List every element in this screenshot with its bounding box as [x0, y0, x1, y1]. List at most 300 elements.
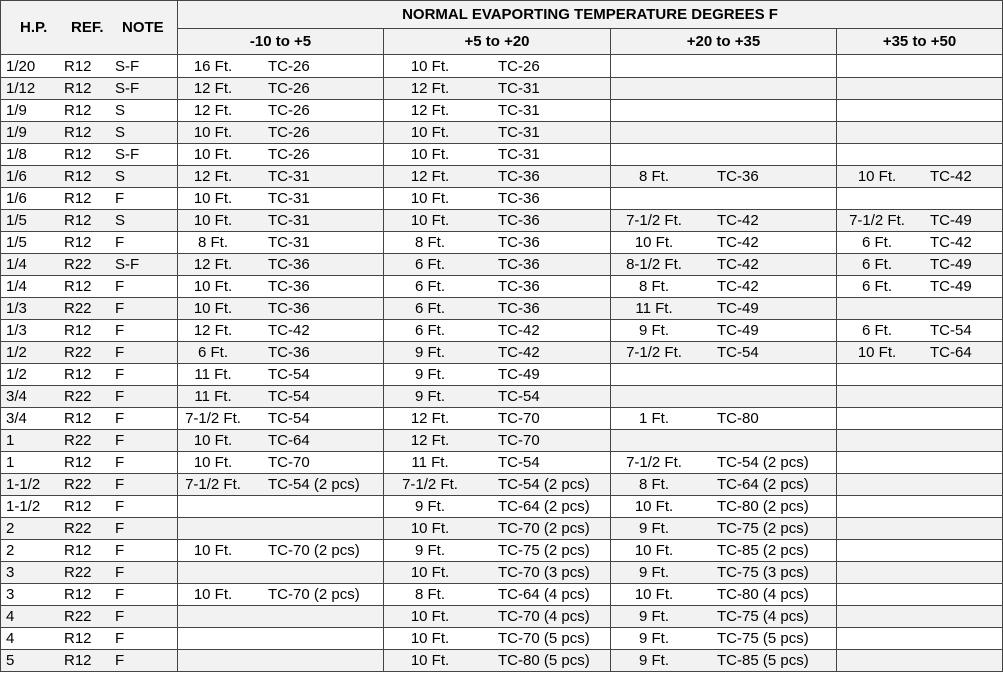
model-value: TC-80 (5 pcs) [498, 652, 590, 669]
model-value: TC-42 [268, 322, 310, 339]
hp-ref-note-cell [1, 342, 178, 364]
range-cell-3 [611, 78, 837, 100]
range-cell-3 [611, 540, 837, 562]
model-value: TC-80 (4 pcs) [717, 586, 809, 603]
range-cell-3 [611, 100, 837, 122]
model-value: TC-42 [717, 212, 759, 229]
model-value: TC-49 [930, 212, 972, 229]
length-value: 10 Ft. [410, 57, 450, 75]
ref-value: R12 [64, 586, 92, 603]
model-value: TC-80 [717, 410, 759, 427]
hp-value: 1/20 [6, 57, 36, 75]
hp-value: 5 [6, 652, 15, 669]
model-value: TC-26 [268, 102, 310, 119]
ref-value: R22 [64, 300, 92, 317]
range-cell-3 [611, 606, 837, 628]
range-cell-4 [837, 474, 1003, 496]
length-value: 10 Ft. [410, 190, 450, 207]
note-value: F [115, 498, 125, 515]
model-value: TC-36 [268, 344, 310, 361]
model-value: TC-85 (5 pcs) [717, 652, 809, 669]
hp-ref-note-cell [1, 628, 178, 650]
note-value: S-F [115, 146, 140, 163]
table-row [1, 606, 1003, 628]
length-value: 9 Ft. [414, 388, 445, 405]
model-value: TC-31 [268, 190, 310, 207]
hp-value: 1/12 [6, 80, 36, 97]
note-value: F [115, 520, 125, 537]
hp-ref-note-cell [1, 452, 178, 474]
length-value: 9 Ft. [414, 498, 445, 515]
range-cell-4 [837, 320, 1003, 342]
ref-value: R12 [64, 146, 92, 163]
length-value: 7-1/2 Ft. [849, 212, 905, 229]
range-cell-2 [384, 144, 611, 166]
hp-value: 3 [6, 564, 15, 581]
range-cell-1 [178, 386, 384, 408]
length-value: 10 Ft. [634, 498, 674, 515]
hp-ref-note-cell [1, 78, 178, 100]
table-row [1, 78, 1003, 100]
table-row [1, 628, 1003, 650]
model-value: TC-49 [717, 322, 759, 339]
range-cell-3 [611, 430, 837, 452]
length-value: 8 Ft. [414, 234, 445, 251]
range-cell-3 [611, 298, 837, 320]
hp-ref-note-cell [1, 364, 178, 386]
ref-value: R12 [64, 190, 92, 207]
note-value: F [115, 300, 125, 317]
hp-ref-note-cell [1, 55, 178, 78]
range-cell-2 [384, 320, 611, 342]
range-cell-1 [178, 628, 384, 650]
note-value: F [115, 630, 125, 647]
length-value: 6 Ft. [414, 278, 445, 295]
model-value: TC-26 [498, 57, 540, 75]
length-value: 16 Ft. [193, 57, 233, 75]
range-header-2: +5 to +20 [384, 29, 611, 55]
length-value: 12 Ft. [193, 322, 233, 339]
hp-value: 4 [6, 608, 15, 625]
range-cell-1 [178, 562, 384, 584]
model-value: TC-31 [498, 102, 540, 119]
hp-value: 1/8 [6, 146, 27, 163]
note-value: F [115, 190, 125, 207]
note-value: S [115, 102, 126, 119]
ref-header: REF. [71, 19, 104, 36]
range-cell-3 [611, 55, 837, 78]
hp-ref-note-cell [1, 122, 178, 144]
model-value: TC-64 (2 pcs) [498, 498, 590, 515]
hp-ref-note-cell [1, 562, 178, 584]
length-value: 10 Ft. [410, 652, 450, 669]
ref-value: R22 [64, 608, 92, 625]
hp-ref-note-cell [1, 144, 178, 166]
note-value: F [115, 366, 125, 383]
range-cell-2 [384, 584, 611, 606]
model-value: TC-49 [498, 366, 540, 383]
range-cell-4 [837, 55, 1003, 78]
table-row [1, 474, 1003, 496]
range-cell-1 [178, 144, 384, 166]
length-value: 9 Ft. [638, 564, 669, 581]
length-value: 7-1/2 Ft. [185, 476, 241, 493]
length-value: 11 Ft. [194, 388, 232, 405]
hp-value: 1/2 [6, 366, 27, 383]
note-value: F [115, 234, 125, 251]
length-value: 7-1/2 Ft. [626, 454, 682, 471]
range-cell-2 [384, 364, 611, 386]
ref-value: R12 [64, 410, 92, 427]
range-cell-2 [384, 650, 611, 672]
note-value: F [115, 278, 125, 295]
table-row [1, 188, 1003, 210]
model-value: TC-70 (4 pcs) [498, 608, 590, 625]
hp-ref-note-cell [1, 232, 178, 254]
range-cell-2 [384, 298, 611, 320]
length-value: 7-1/2 Ft. [626, 344, 682, 361]
model-value: TC-26 [268, 146, 310, 163]
note-value: F [115, 564, 125, 581]
range-cell-3 [611, 254, 837, 276]
length-value: 6 Ft. [414, 300, 445, 317]
range-cell-1 [178, 474, 384, 496]
range-cell-1 [178, 55, 384, 78]
model-value: TC-75 (3 pcs) [717, 564, 809, 581]
length-value: 9 Ft. [638, 322, 669, 339]
ref-value: R22 [64, 344, 92, 361]
range-cell-1 [178, 650, 384, 672]
ref-value: R12 [64, 498, 92, 515]
model-value: TC-70 [268, 454, 310, 471]
table-row [1, 254, 1003, 276]
table-row [1, 342, 1003, 364]
range-cell-2 [384, 540, 611, 562]
range-cell-4 [837, 144, 1003, 166]
note-value: S [115, 168, 126, 185]
model-value: TC-54 [268, 410, 310, 427]
length-value: 6 Ft. [414, 322, 445, 339]
length-value: 9 Ft. [414, 344, 445, 361]
range-cell-2 [384, 55, 611, 78]
range-cell-3 [611, 474, 837, 496]
table-row [1, 364, 1003, 386]
table-row [1, 144, 1003, 166]
range-cell-3 [611, 232, 837, 254]
model-value: TC-54 [498, 388, 540, 405]
hp-value: 1/3 [6, 300, 27, 317]
length-value: 6 Ft. [861, 278, 892, 295]
model-value: TC-31 [498, 124, 540, 141]
range-cell-4 [837, 386, 1003, 408]
length-value: 10 Ft. [410, 564, 450, 581]
range-cell-2 [384, 78, 611, 100]
hp-ref-note-cell [1, 540, 178, 562]
length-value: 12 Ft. [410, 102, 450, 119]
model-value: TC-70 (5 pcs) [498, 630, 590, 647]
range-cell-4 [837, 650, 1003, 672]
range-cell-1 [178, 518, 384, 540]
hp-ref-note-cell [1, 166, 178, 188]
note-value: F [115, 388, 125, 405]
model-value: TC-70 (2 pcs) [268, 542, 360, 559]
hp-value: 3/4 [6, 388, 27, 405]
hp-ref-note-cell [1, 518, 178, 540]
range-cell-4 [837, 122, 1003, 144]
length-value: 10 Ft. [857, 344, 897, 361]
range-cell-4 [837, 540, 1003, 562]
hp-value: 1/9 [6, 124, 27, 141]
range-cell-1 [178, 584, 384, 606]
length-value: 8-1/2 Ft. [626, 256, 682, 273]
note-value: F [115, 410, 125, 427]
range-cell-4 [837, 254, 1003, 276]
length-value: 7-1/2 Ft. [185, 410, 241, 427]
range-cell-1 [178, 342, 384, 364]
range-cell-1 [178, 100, 384, 122]
range-cell-4 [837, 342, 1003, 364]
model-value: TC-26 [268, 124, 310, 141]
ref-value: R12 [64, 630, 92, 647]
table-row [1, 166, 1003, 188]
hp-value: 1 [6, 432, 15, 449]
range-cell-2 [384, 276, 611, 298]
range-cell-4 [837, 276, 1003, 298]
model-value: TC-49 [717, 300, 759, 317]
ref-value: R12 [64, 366, 92, 383]
length-value: 7-1/2 Ft. [402, 476, 458, 493]
length-value: 12 Ft. [410, 80, 450, 97]
range-cell-3 [611, 408, 837, 430]
model-value: TC-36 [498, 300, 540, 317]
model-value: TC-54 (2 pcs) [268, 476, 360, 493]
note-value: S [115, 124, 126, 141]
note-value: S-F [115, 57, 140, 75]
hp-value: 3/4 [6, 410, 27, 427]
table-row [1, 650, 1003, 672]
ref-value: R12 [64, 322, 92, 339]
range-cell-4 [837, 210, 1003, 232]
note-value: F [115, 542, 125, 559]
range-cell-2 [384, 232, 611, 254]
ref-value: R12 [64, 234, 92, 251]
table-row [1, 496, 1003, 518]
model-value: TC-31 [268, 234, 310, 251]
range-cell-1 [178, 298, 384, 320]
range-cell-3 [611, 188, 837, 210]
range-cell-4 [837, 364, 1003, 386]
hp-value: 3 [6, 586, 15, 603]
table-row [1, 55, 1003, 78]
length-value: 12 Ft. [193, 80, 233, 97]
range-header-4: +35 to +50 [837, 29, 1003, 55]
range-cell-3 [611, 364, 837, 386]
model-value: TC-54 [268, 366, 310, 383]
model-value: TC-42 [498, 344, 540, 361]
range-cell-4 [837, 452, 1003, 474]
length-value: 6 Ft. [197, 344, 228, 361]
model-value: TC-75 (5 pcs) [717, 630, 809, 647]
range-header-3: +20 to +35 [611, 29, 837, 55]
note-value: F [115, 432, 125, 449]
note-value: F [115, 586, 125, 603]
range-cell-1 [178, 408, 384, 430]
range-cell-1 [178, 496, 384, 518]
model-value: TC-36 [498, 278, 540, 295]
model-value: TC-54 (2 pcs) [717, 454, 809, 471]
range-cell-1 [178, 364, 384, 386]
hp-ref-note-cell [1, 474, 178, 496]
hp-value: 1/5 [6, 212, 27, 229]
model-value: TC-64 (4 pcs) [498, 586, 590, 603]
range-cell-3 [611, 342, 837, 364]
table-row [1, 386, 1003, 408]
range-cell-3 [611, 518, 837, 540]
model-value: TC-70 [498, 410, 540, 427]
range-cell-3 [611, 562, 837, 584]
model-value: TC-36 [498, 234, 540, 251]
table-row [1, 452, 1003, 474]
ref-value: R22 [64, 520, 92, 537]
length-value: 12 Ft. [193, 256, 233, 273]
table-row [1, 408, 1003, 430]
model-value: TC-70 (3 pcs) [498, 564, 590, 581]
length-value: 12 Ft. [193, 168, 233, 185]
model-value: TC-36 [717, 168, 759, 185]
range-cell-3 [611, 496, 837, 518]
range-cell-2 [384, 562, 611, 584]
range-cell-2 [384, 474, 611, 496]
model-value: TC-42 [930, 168, 972, 185]
length-value: 8 Ft. [638, 278, 669, 295]
model-value: TC-36 [268, 300, 310, 317]
length-value: 6 Ft. [861, 234, 892, 251]
table-row [1, 584, 1003, 606]
range-cell-1 [178, 320, 384, 342]
range-cell-4 [837, 408, 1003, 430]
range-cell-1 [178, 232, 384, 254]
length-value: 1 Ft. [638, 410, 669, 427]
model-value: TC-75 (2 pcs) [717, 520, 809, 537]
model-value: TC-54 [268, 388, 310, 405]
note-value: F [115, 476, 125, 493]
model-value: TC-75 (4 pcs) [717, 608, 809, 625]
model-value: TC-54 [498, 454, 540, 471]
hp-ref-note-header [1, 1, 178, 55]
range-cell-2 [384, 210, 611, 232]
note-value: S [115, 212, 126, 229]
table-row [1, 562, 1003, 584]
model-value: TC-31 [498, 80, 540, 97]
hp-value: 1-1/2 [6, 476, 41, 493]
range-cell-2 [384, 386, 611, 408]
hp-ref-note-cell [1, 650, 178, 672]
length-value: 8 Ft. [414, 586, 445, 603]
length-value: 10 Ft. [193, 542, 233, 559]
length-value: 10 Ft. [410, 212, 450, 229]
ref-value: R12 [64, 542, 92, 559]
model-value: TC-42 [930, 234, 972, 251]
range-cell-1 [178, 606, 384, 628]
range-cell-1 [178, 122, 384, 144]
table-row [1, 210, 1003, 232]
length-value: 10 Ft. [193, 454, 233, 471]
length-value: 11 Ft. [411, 454, 449, 471]
range-cell-4 [837, 496, 1003, 518]
ref-value: R22 [64, 476, 92, 493]
length-value: 10 Ft. [634, 234, 674, 251]
model-value: TC-36 [498, 256, 540, 273]
range-cell-3 [611, 386, 837, 408]
ref-value: R22 [64, 256, 92, 273]
length-value: 8 Ft. [638, 168, 669, 185]
range-cell-2 [384, 166, 611, 188]
hp-value: 1/5 [6, 234, 27, 251]
length-value: 10 Ft. [410, 520, 450, 537]
model-value: TC-54 [930, 322, 972, 339]
table-row [1, 540, 1003, 562]
range-cell-3 [611, 276, 837, 298]
hp-value: 1/4 [6, 256, 27, 273]
note-value: F [115, 608, 125, 625]
note-value: S-F [115, 80, 140, 97]
range-cell-2 [384, 254, 611, 276]
model-value: TC-36 [498, 190, 540, 207]
range-cell-3 [611, 584, 837, 606]
hp-value: 1/6 [6, 190, 27, 207]
length-value: 9 Ft. [638, 630, 669, 647]
model-value: TC-49 [930, 278, 972, 295]
model-value: TC-64 (2 pcs) [717, 476, 809, 493]
length-value: 6 Ft. [861, 256, 892, 273]
ref-value: R12 [64, 168, 92, 185]
note-header: NOTE [122, 19, 164, 36]
length-value: 10 Ft. [410, 124, 450, 141]
model-value: TC-85 (2 pcs) [717, 542, 809, 559]
range-cell-2 [384, 518, 611, 540]
length-value: 12 Ft. [193, 102, 233, 119]
note-value: F [115, 344, 125, 361]
length-value: 10 Ft. [193, 278, 233, 295]
range-cell-2 [384, 408, 611, 430]
ref-value: R22 [64, 432, 92, 449]
model-value: TC-26 [268, 57, 310, 75]
length-value: 10 Ft. [193, 432, 233, 449]
ref-value: R22 [64, 388, 92, 405]
range-cell-2 [384, 430, 611, 452]
hp-ref-note-cell [1, 188, 178, 210]
length-value: 11 Ft. [635, 300, 673, 317]
range-cell-2 [384, 100, 611, 122]
range-cell-3 [611, 210, 837, 232]
model-value: TC-31 [268, 212, 310, 229]
length-value: 10 Ft. [410, 608, 450, 625]
model-value: TC-42 [717, 234, 759, 251]
hp-value: 2 [6, 542, 15, 559]
length-value: 7-1/2 Ft. [626, 212, 682, 229]
ref-value: R12 [64, 652, 92, 669]
ref-value: R22 [64, 564, 92, 581]
note-value: F [115, 322, 125, 339]
range-cell-1 [178, 188, 384, 210]
range-cell-3 [611, 166, 837, 188]
hp-ref-note-cell [1, 408, 178, 430]
range-cell-3 [611, 320, 837, 342]
length-value: 9 Ft. [414, 366, 445, 383]
model-value: TC-70 [498, 432, 540, 449]
model-value: TC-42 [717, 256, 759, 273]
range-cell-2 [384, 496, 611, 518]
